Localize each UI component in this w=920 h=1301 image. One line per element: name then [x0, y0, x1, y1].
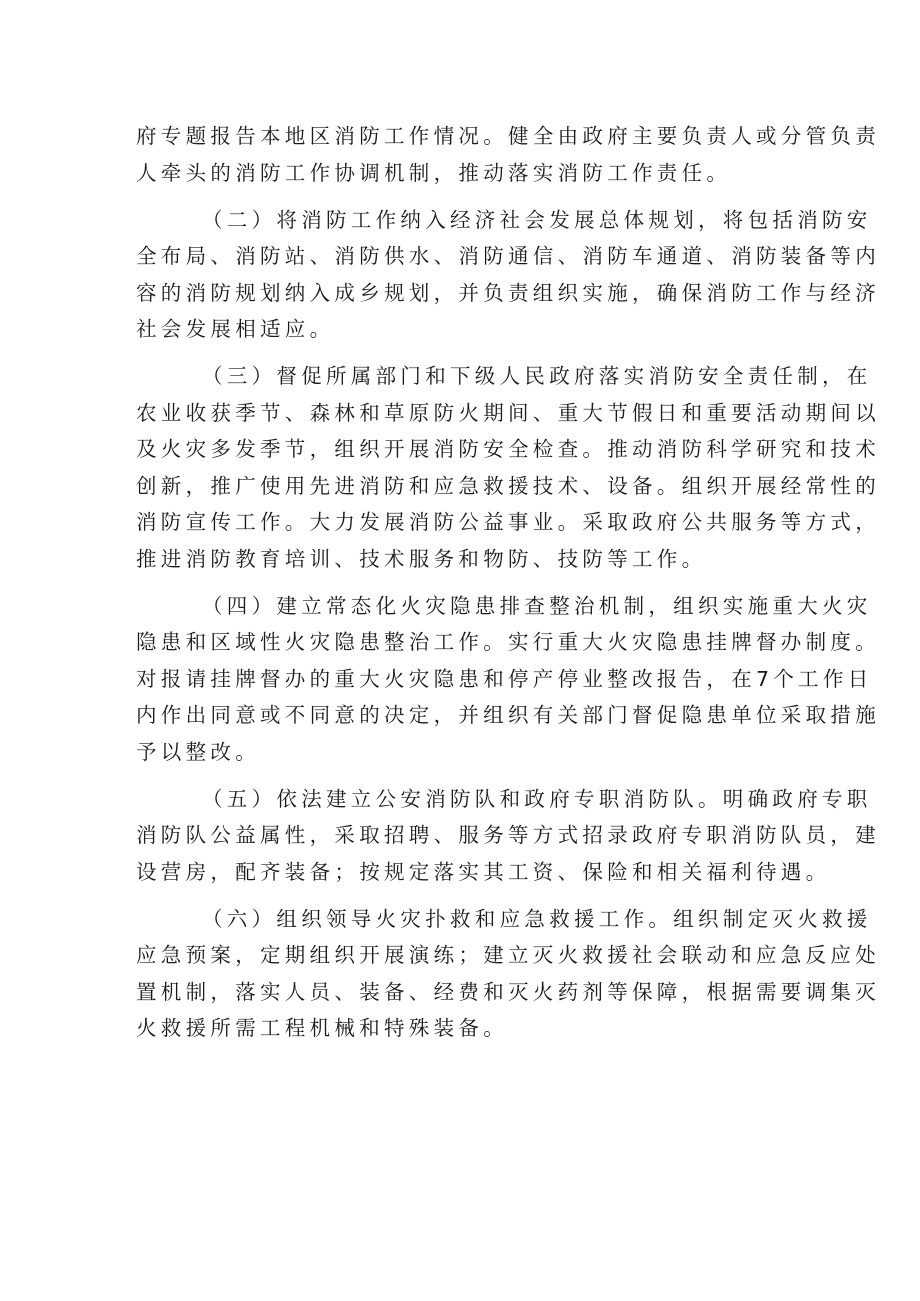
text-line: 人牵头的消防工作协调机制，推动落实消防工作责任。: [136, 160, 732, 185]
text-line: 容的消防规划纳入成乡规划，并负责组织实施，确保消防工作与经济: [136, 280, 880, 305]
text-line: 应急预案，定期组织开展演练；建立灭火救援社会联动和应急反应处: [136, 943, 880, 967]
paragraph-item-5: [136, 781, 880, 891]
paragraph-item-6: [136, 901, 880, 1047]
text-line: （二）将消防工作纳入经济社会发展总体规划，将包括消防安: [202, 207, 872, 232]
text-line: 消防宣传工作。大力发展消防公益事业。采取政府公共服务等方式，: [136, 510, 880, 534]
text-line: 予以整改。: [136, 739, 260, 764]
text-line: （四）建立常态化火灾隐患排查整治机制，组织实施重大火灾: [202, 593, 872, 618]
text-line: 推进消防教育培训、技术服务和物防、技防等工作。: [136, 546, 707, 571]
text-line: 置机制，落实人员、装备、经费和灭火药剂等保障，根据需要调集灭: [136, 979, 880, 1004]
text-line: （三）督促所属部门和下级人民政府落实消防安全责任制，在: [202, 364, 872, 388]
text-line: 设营房，配齐装备；按规定落实其工资、保险和相关福利待遇。: [136, 859, 831, 884]
text-line: 农业收获季节、森林和草原防火期间、重大节假日和重要活动期间以: [136, 400, 880, 425]
document-body: [136, 118, 880, 1057]
text-line: 社会发展相适应。: [136, 317, 335, 341]
text-line: 消防队公益属性，采取招聘、服务等方式招录政府专职消防队员，建: [136, 823, 880, 847]
paragraph-item-3: [136, 358, 880, 577]
text-line: 对报请挂牌督办的重大火灾隐患和停产停业整改报告，在7个工作日: [136, 666, 873, 691]
text-line: （六）组织领导火灾扑救和应急救援工作。组织制定灭火救援: [202, 906, 872, 931]
text-line: （五）依法建立公安消防队和政府专职消防队。明确政府专职: [202, 786, 872, 811]
paragraph-intro: [136, 118, 880, 191]
text-line: 火救援所需工程机械和特殊装备。: [136, 1016, 508, 1040]
text-line: 全布局、消防站、消防供水、消防通信、消防车通道、消防装备等内: [136, 244, 880, 268]
text-line: 内作出同意或不同意的决定，并组织有关部门督促隐患单位采取措施: [136, 703, 880, 727]
paragraph-item-4: [136, 588, 880, 771]
paragraph-item-2: [136, 202, 880, 348]
text-line: 隐患和区域性火灾隐患整治工作。实行重大火灾隐患挂牌督办制度。: [136, 630, 880, 654]
text-line: 创新，推广使用先进消防和应急救援技术、设备。组织开展经常性的: [136, 473, 880, 498]
text-line: 府专题报告本地区消防工作情况。健全由政府主要负责人或分管负责: [136, 124, 880, 148]
text-line: 及火灾多发季节，组织开展消防安全检查。推动消防科学研究和技术: [136, 437, 880, 461]
